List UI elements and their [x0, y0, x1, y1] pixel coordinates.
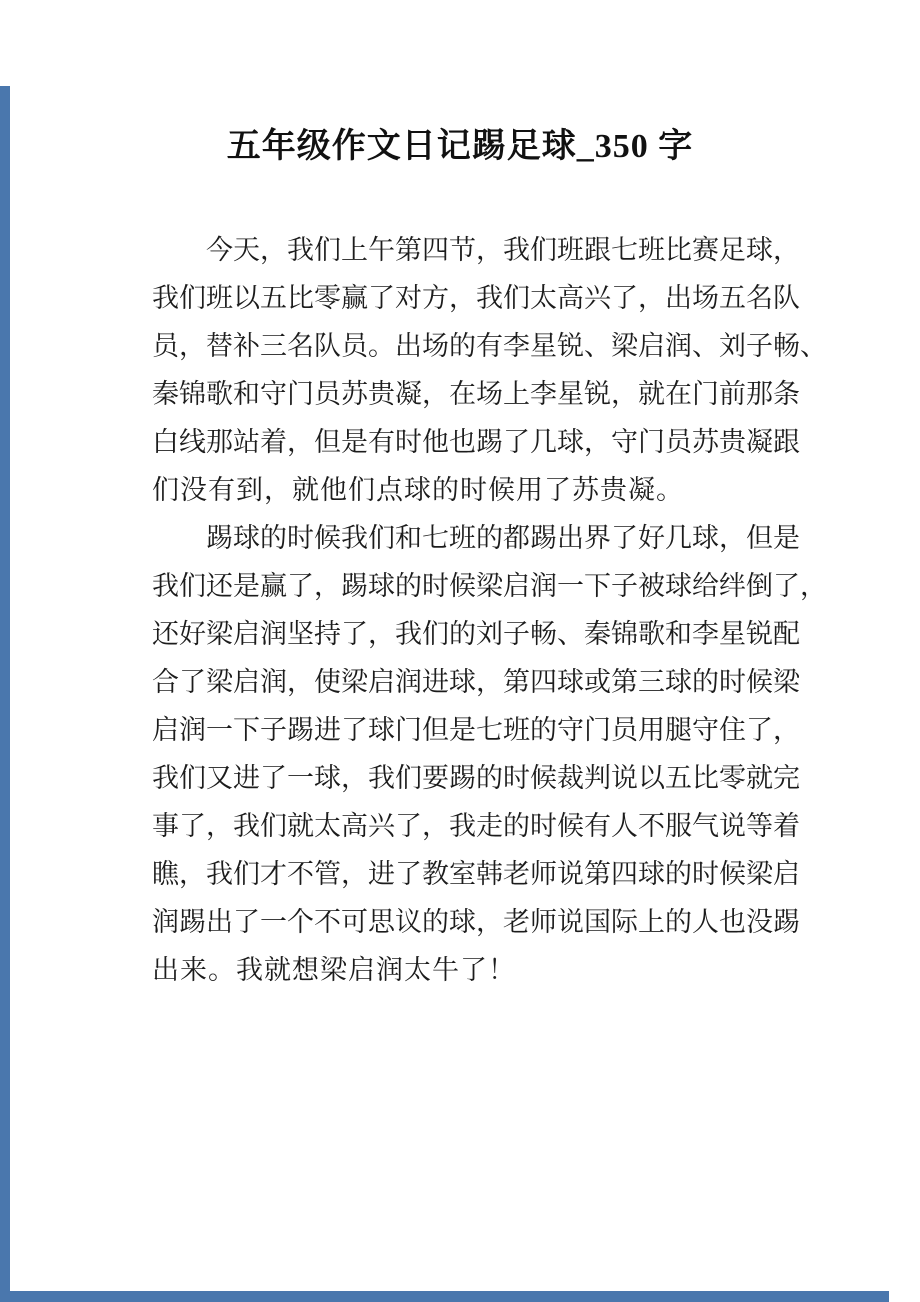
text-line: 我 们 班 以 五 比 零 赢 了 对 方 ， 我 们 太 高 兴 了 ， 出 场 五 名 队 [152, 283, 800, 313]
text-line: 瞧 ， 我 们 才 不 管 ， 进 了 教 室 韩 老 师 说 第 四 球 的 时 候 梁 启 [152, 859, 800, 889]
text-line: 我 们 又 进 了 一 球 ， 我 们 要 踢 的 时 候 裁 判 说 以 五 比 零 就 完 [152, 763, 800, 793]
text-line: 启 润 一 下 子 踢 进 了 球 门 但 是 七 班 的 守 门 员 用 腿 守 住 了 ， [152, 715, 800, 745]
text-line: 润 踢 出 了 一 个 不 可 思 议 的 球 ， 老 师 说 国 际 上 的 人 也 没 踢 [152, 907, 800, 937]
page-title: 五年级作文日记踢足球_350 字 [226, 128, 694, 165]
text-line: 我 们 还 是 赢 了 ， 踢 球 的 时 候 梁 启 润 一 下 子 被 球 给 绊 倒 了 ， [152, 571, 827, 601]
page-border-left [0, 86, 10, 1302]
text-line: 事 了 ， 我 们 就 太 高 兴 了 ， 我 走 的 时 候 有 人 不 服 气 说 等 着 [152, 811, 800, 841]
page-border-bottom [0, 1291, 889, 1302]
document-body [152, 226, 827, 994]
text-line: 们没有到，就他们点球的时候用了苏贵凝。 [152, 475, 684, 505]
text-line: 踢 球 的 时 候 我 们 和 七 班 的 都 踢 出 界 了 好 几 球 ， 但 是 [206, 523, 800, 553]
text-line: 白 线 那 站 着 ， 但 是 有 时 他 也 踢 了 几 球 ， 守 门 员 苏 贵 凝 跟 [152, 427, 800, 457]
text-line: 员 ， 替 补 三 名 队 员 。 出 场 的 有 李 星 锐 、 梁 启 润 、 刘 子 畅 、 [152, 331, 827, 361]
text-line: 还 好 梁 启 润 坚 持 了 ， 我 们 的 刘 子 畅 、 秦 锦 歌 和 李 星 锐 配 [152, 619, 800, 649]
text-line: 出来。我就想梁启润太牛了！ [152, 955, 516, 985]
text-line: 今 天 ， 我 们 上 午 第 四 节 ， 我 们 班 跟 七 班 比 赛 足 球 ， [206, 235, 800, 265]
text-line: 合 了 梁 启 润 ， 使 梁 启 润 进 球 ， 第 四 球 或 第 三 球 的 时 候 梁 [152, 667, 800, 697]
text-line: 秦 锦 歌 和 守 门 员 苏 贵 凝 ， 在 场 上 李 星 锐 ， 就 在 门 前 那 条 [152, 379, 800, 409]
